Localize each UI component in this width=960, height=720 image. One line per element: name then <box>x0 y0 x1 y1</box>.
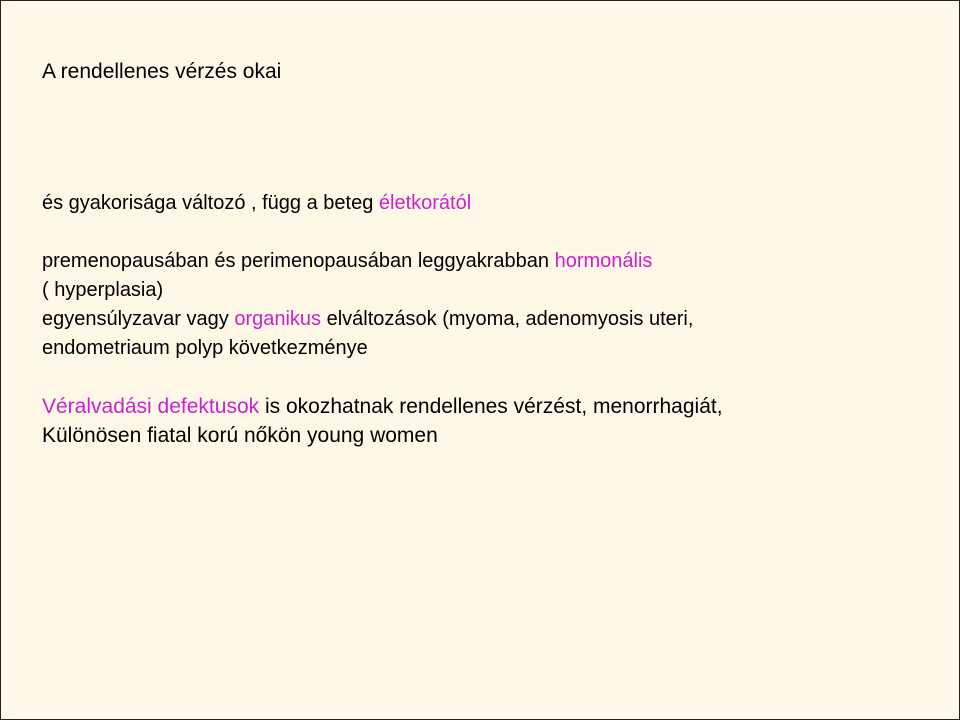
premenopause-row-3-text-a: egyensúlyzavar vagy <box>42 308 235 330</box>
age-highlight: életkorától <box>378 192 472 214</box>
premenopause-row-3-text-b: elváltozások (myoma, adenomyosis uteri, <box>321 308 694 330</box>
premenopause-row-4: endometriaum polyp következménye <box>42 337 368 359</box>
coagulation-highlight: Véralvadási defektusok <box>42 395 260 418</box>
premenopause-row-1 <box>42 247 693 276</box>
age-dependence-line <box>42 189 471 218</box>
coagulation-paragraph <box>42 392 723 450</box>
coagulation-row-1 <box>42 392 723 421</box>
premenopause-row-2: ( hyperplasia) <box>42 279 164 301</box>
slide-title: A rendellenes vérzés okai <box>42 60 282 83</box>
coagulation-row-2: Különösen fiatal korú nőkön young women <box>42 424 438 447</box>
coagulation-row-1-text: is okozhatnak rendellenes vérzést, menorrhagiát, <box>259 395 723 418</box>
organic-highlight: organikus <box>234 308 322 330</box>
hormonal-highlight: hormonális <box>554 250 653 272</box>
premenopause-row-1-text: premenopausában és perimenopausában leggyakrabban <box>42 250 555 272</box>
premenopause-row-3 <box>42 305 693 334</box>
age-dependence-text: és gyakorisága változó , függ a beteg <box>42 192 379 214</box>
premenopause-paragraph <box>42 247 693 363</box>
